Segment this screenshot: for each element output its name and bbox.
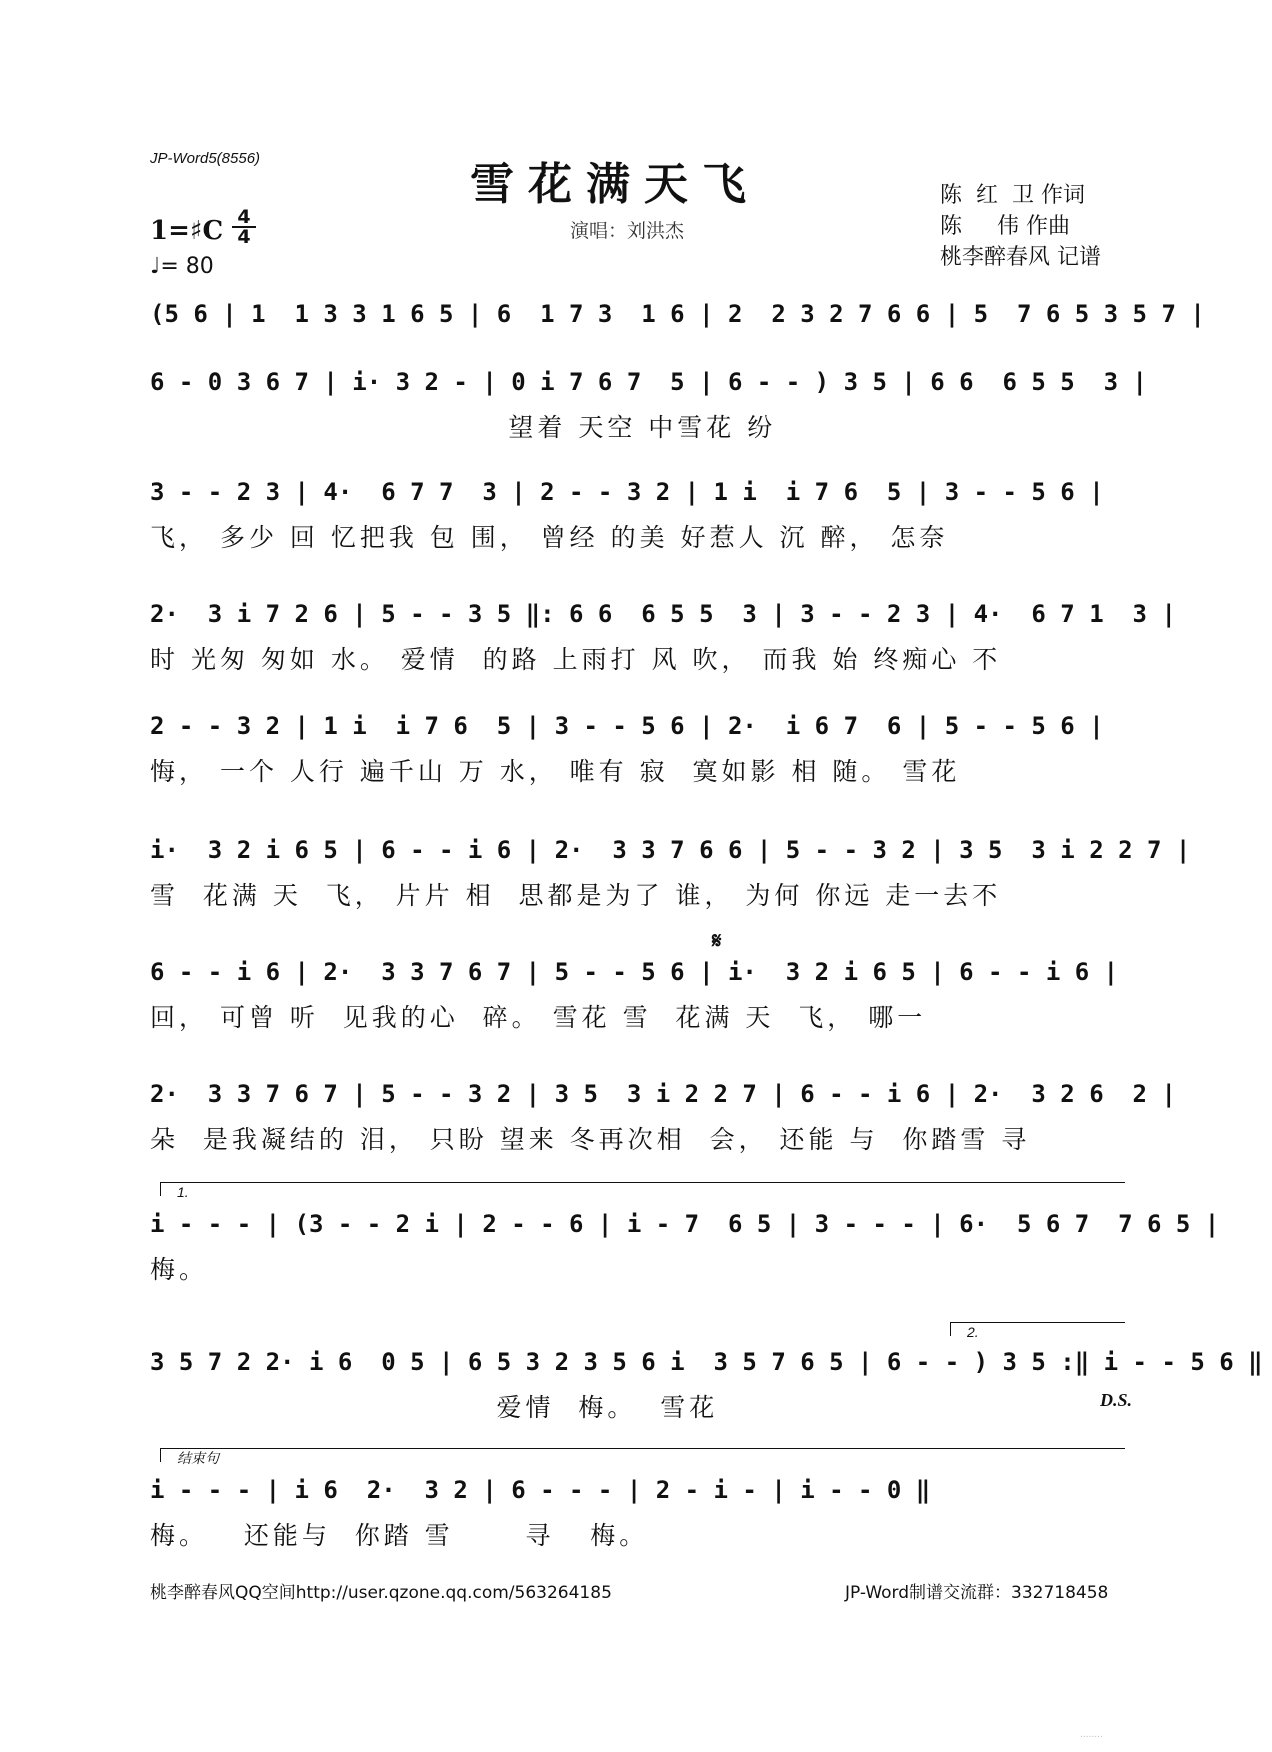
score-system — [150, 1080, 1176, 1154]
song-title: 雪花满天飞 — [470, 159, 760, 210]
lyrics-line: 梅。 — [150, 1255, 209, 1284]
volta-1-bracket: 1. — [160, 1182, 1125, 1196]
coda-bracket: 结束句 — [160, 1448, 1125, 1462]
time-signature-top: 4 — [237, 206, 251, 228]
key-signature: 1=♯C — [150, 216, 224, 246]
time-signature-bottom: 4 — [232, 226, 256, 246]
corner-mark: ........ — [1080, 1730, 1103, 1740]
score-system — [150, 300, 1205, 374]
lyrics-line: 回， 可曾 听 见我的心 碎。 雪花 雪 花满 天 飞， 哪一 — [150, 1003, 927, 1032]
time-signature — [232, 208, 256, 246]
lyrics-line: 望着 天空 中雪花 纷 — [150, 413, 777, 442]
score-system — [150, 1210, 1220, 1284]
notes-line: 3 - - 2 3 | 4· 6 7 7 3 | 2 - - 3 2 | 1 i i 7 6 5 | 3 - - 5 6 | — [150, 478, 1104, 506]
volta-2-bracket: 2. — [950, 1322, 1125, 1336]
notes-line: i· 3 2 i 6 5 | 6 - - i 6 | 2· 3 3 7 6 6 | 5 - - 3 2 | 3 5 3 i 2 2 7 | — [150, 836, 1191, 864]
notes-line: 2 - - 3 2 | 1 i i 7 6 5 | 3 - - 5 6 | 2· i 6 7 6 | 5 - - 5 6 | — [150, 712, 1104, 740]
lyrics-line: 飞， 多少 回 忆把我 包 围， 曾经 的美 好惹人 沉 醉， 怎奈 — [150, 523, 949, 552]
notes-line: (5 6 | 1 1 3 3 1 6 5 | 6 1 7 3 1 6 | 2 2 3 2 7 6 6 | 5 7 6 5 3 5 7 | — [150, 300, 1205, 328]
score-system — [150, 958, 1125, 1032]
segno-sign: 𝄋 — [712, 928, 722, 954]
score-system — [150, 1476, 1125, 1550]
notes-line: 3 5 7 2 2· i 6 0 5 | 6 5 3 2 3 5 6 i 3 5 7 6 5 | 6 - - ) 3 5 :‖ i - - 5 6 ‖ — [150, 1348, 1263, 1376]
lyricist: 陈 红 卫 作词 — [940, 183, 1085, 208]
singer: 演唱：刘洪杰 — [570, 220, 685, 242]
score-system — [150, 368, 1147, 442]
lyrics-line: 梅。 还能与 你踏 雪 寻 梅。 — [150, 1521, 649, 1550]
score-system — [150, 478, 1125, 552]
footer-group: JP-Word制谱交流群：332718458 — [845, 1583, 1109, 1603]
lyrics-line: 爱情 梅。 雪花 — [150, 1393, 719, 1422]
lyrics-line: 时 光匆 匆如 水。 爱情 的路 上雨打 风 吹， 而我 始 终痴心 不 — [150, 645, 1002, 674]
notes-line: i - - - | (3 - - 2 i | 2 - - 6 | i - 7 6 5 | 3 - - - | 6· 5 6 7 7 6 5 | — [150, 1210, 1220, 1238]
notes-line: i - - - | i 6 2· 3 2 | 6 - - - | 2 - i - | i - - 0 ‖ — [150, 1476, 931, 1504]
notes-line: 2· 3 i 7 2 6 | 5 - - 3 5 ‖: 6 6 6 5 5 3 | 3 - - 2 3 | 4· 6 7 1 3 | — [150, 600, 1176, 628]
tempo-mark: ♩= 80 — [150, 254, 214, 279]
dal-segno-mark: D.S. — [1100, 1390, 1133, 1410]
lyrics-line: 悔， 一个 人行 遍千山 万 水， 唯有 寂 寞如影 相 随。 雪花 — [150, 757, 961, 786]
score-system — [150, 836, 1191, 910]
software-source: JP-Word5(8556) — [150, 150, 261, 167]
composer: 陈 伟 作曲 — [940, 214, 1070, 239]
footer-website: 桃李醉春风QQ空间http://user.qzone.qq.com/563264185 — [150, 1583, 612, 1603]
credits — [940, 180, 1101, 273]
score-system — [150, 600, 1176, 674]
transcriber: 桃李醉春风 记谱 — [940, 245, 1101, 270]
lyrics-line: 雪 花满 天 飞， 片片 相 思都是为了 谁， 为何 你远 走一去不 — [150, 881, 1002, 910]
score-system — [150, 1348, 1263, 1422]
notes-line: 6 - - i 6 | 2· 3 3 7 6 7 | 5 - - 5 6 | i· 3 2 i 6 5 | 6 - - i 6 | — [150, 958, 1119, 986]
notes-line: 6 - 0 3 6 7 | i· 3 2 - | 0 i 7 6 7 5 | 6 - - ) 3 5 | 6 6 6 5 5 3 | — [150, 368, 1147, 396]
score-system — [150, 712, 1125, 786]
lyrics-line: 朵 是我凝结的 泪， 只盼 望来 冬再次相 会， 还能 与 你踏雪 寻 — [150, 1125, 1031, 1154]
notes-line: 2· 3 3 7 6 7 | 5 - - 3 2 | 3 5 3 i 2 2 7 | 6 - - i 6 | 2· 3 2 6 2 | — [150, 1080, 1176, 1108]
